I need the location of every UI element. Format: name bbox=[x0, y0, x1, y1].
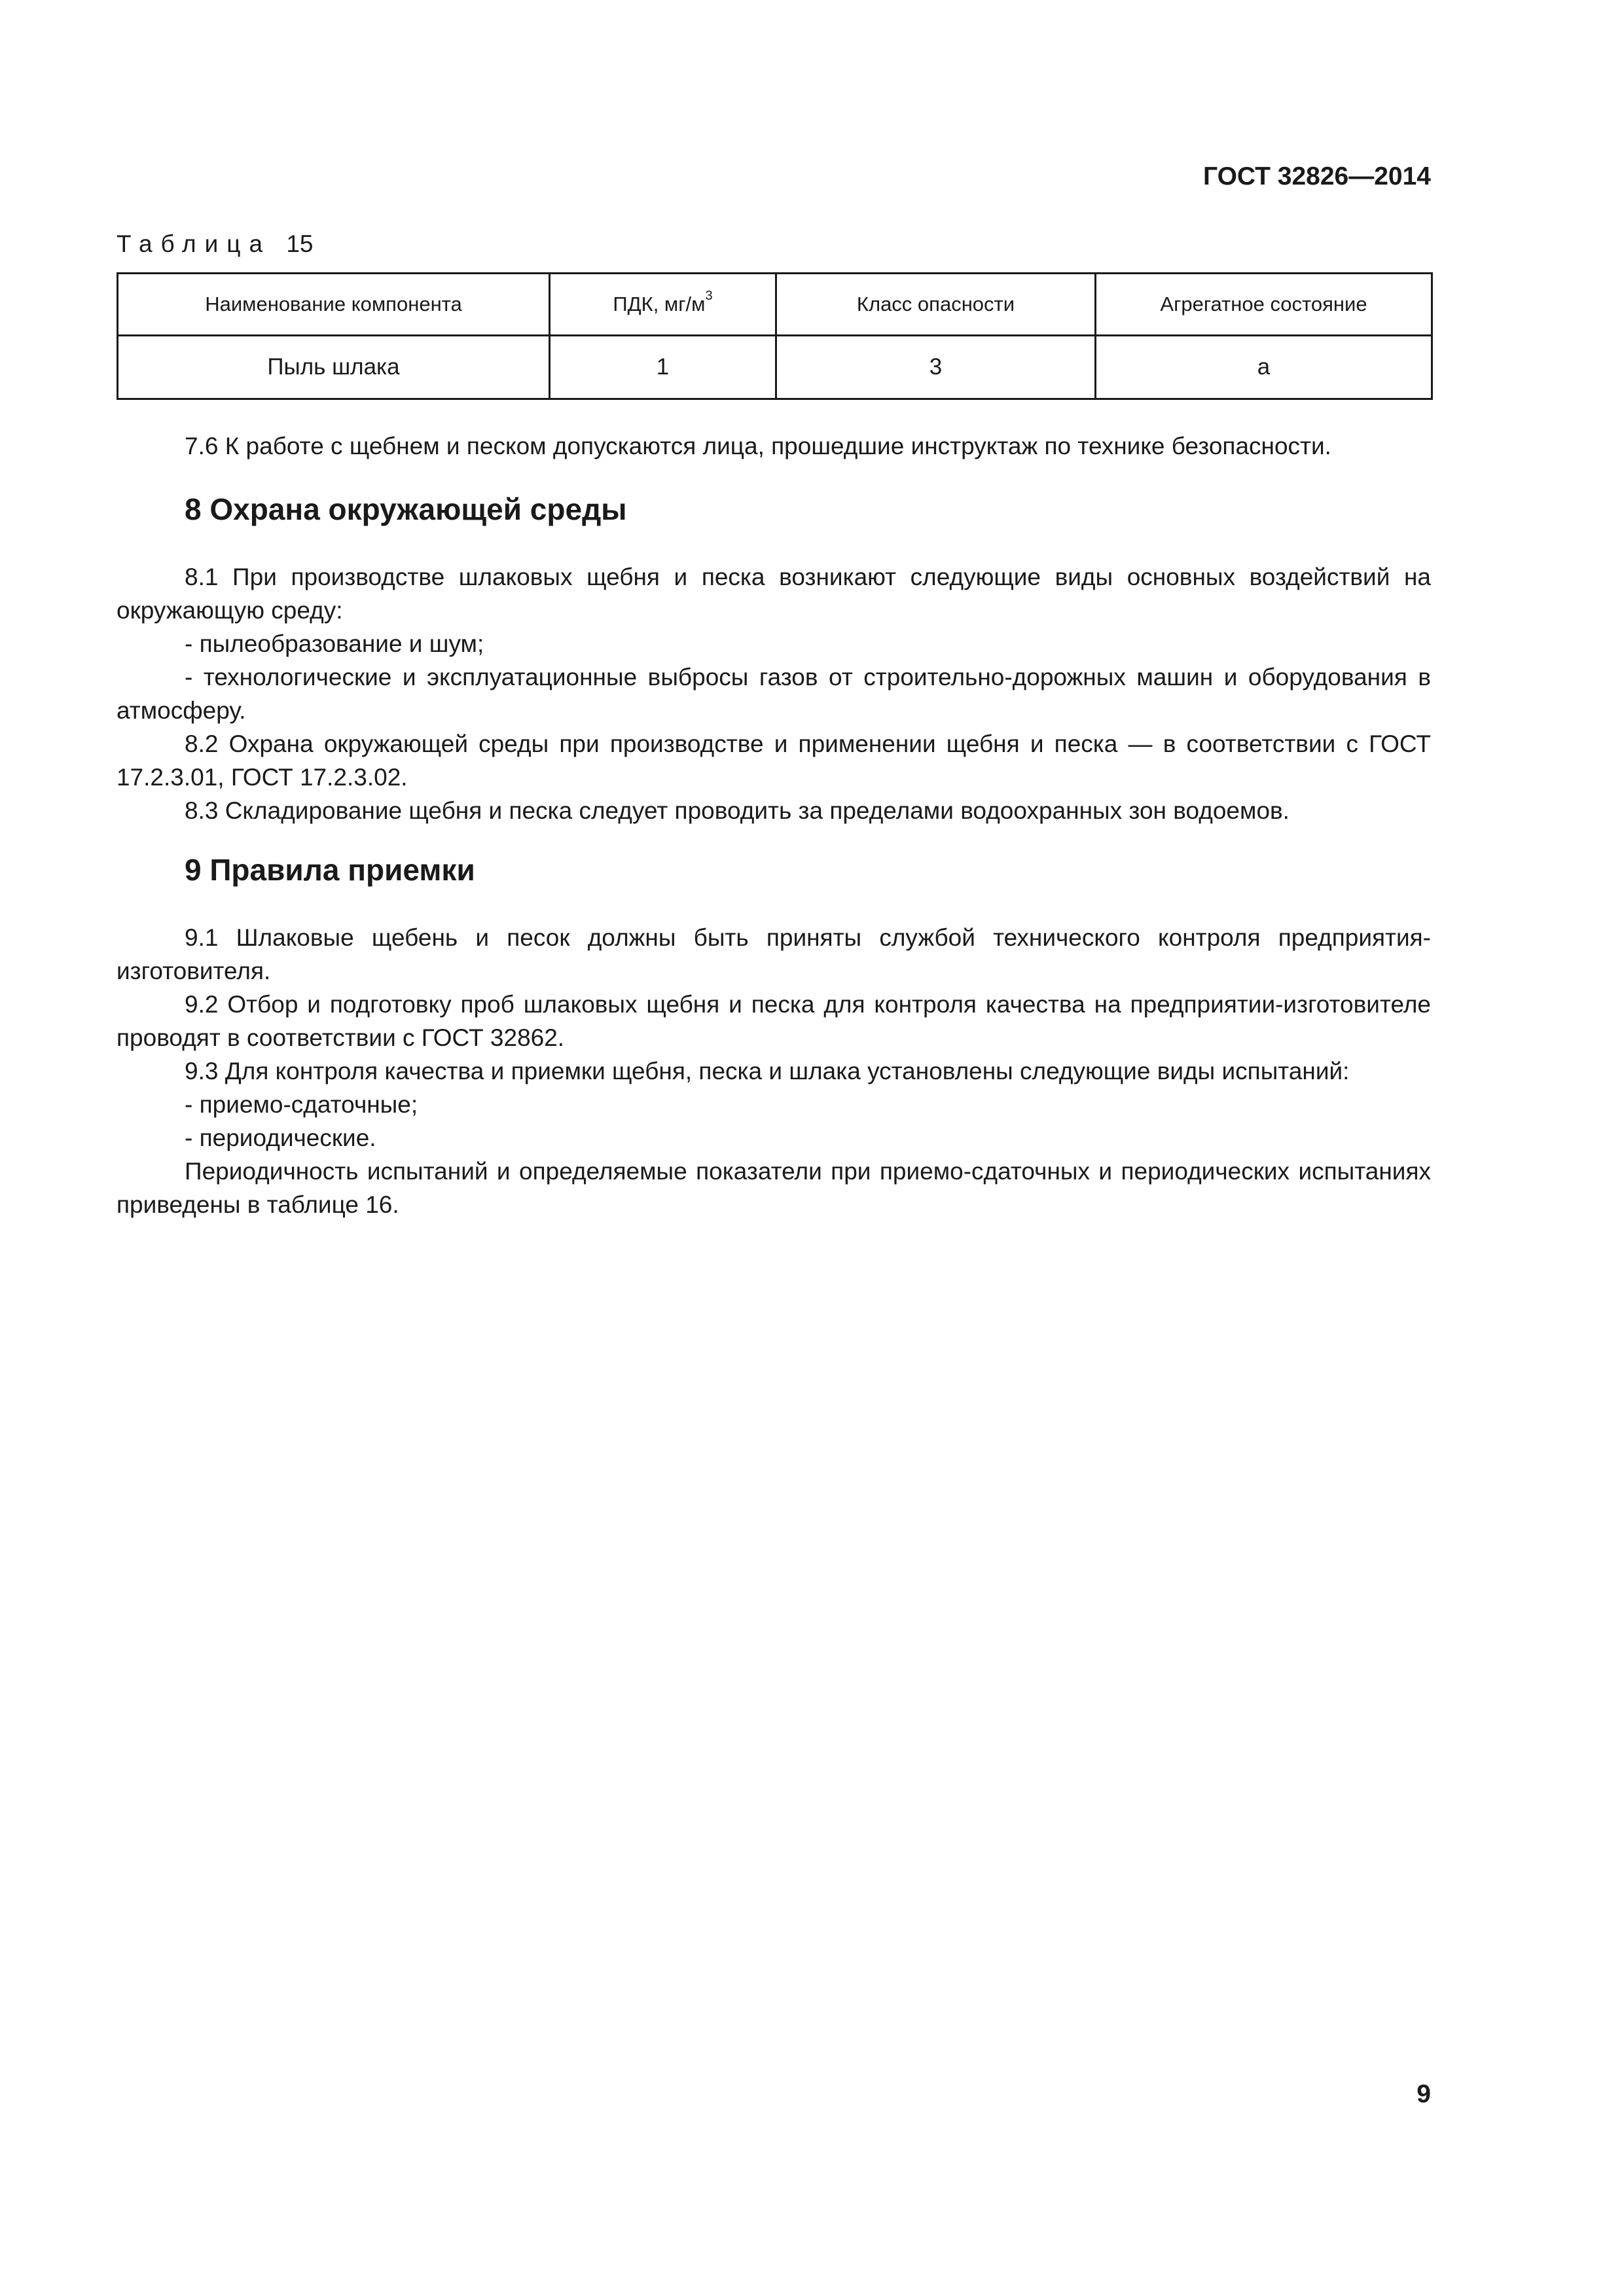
column-header-aggregate-state: Агрегатное состояние bbox=[1096, 274, 1432, 336]
column-header-pdk-superscript: 3 bbox=[705, 289, 713, 303]
column-header-component: Наименование компонента bbox=[118, 274, 550, 336]
table-header-row bbox=[118, 274, 1432, 336]
paragraph-7-6: 7.6 К работе с щебнем и песком допускаются лица, прошедшие инструктаж по технике безопасности. bbox=[185, 433, 1331, 459]
list-item-8-1-a: - пылеобразование и шум; bbox=[185, 630, 484, 657]
section-heading-9: 9 Правила приемки bbox=[185, 853, 475, 887]
hazard-table bbox=[117, 272, 1433, 400]
table-caption bbox=[117, 230, 314, 258]
paragraph-8-2: 8.2 Охрана окружающей среды при производстве и применении щебня и песка — в соответствии с ГОСТ 17.2.3.01, ГОСТ 17.2.3.02. bbox=[117, 730, 1431, 791]
section-heading-8: 8 Охрана окружающей среды bbox=[185, 492, 627, 526]
cell-hazard-class: 3 bbox=[776, 336, 1096, 399]
table-caption-label: Таблица bbox=[117, 230, 272, 257]
paragraph-9-2: 9.2 Отбор и подготовку проб шлаковых щебня и песка для контроля качества на предприятии-изготовителе проводят в соответствии с ГОСТ 32862. bbox=[117, 991, 1431, 1051]
document-body bbox=[117, 429, 1431, 1221]
cell-aggregate-state: а bbox=[1096, 336, 1432, 399]
list-item-9-3-a: - приемо-сдаточные; bbox=[185, 1091, 418, 1118]
list-item-9-3-b: - периодические. bbox=[185, 1124, 376, 1151]
table-caption-number: 15 bbox=[286, 230, 314, 257]
paragraph-9-1: 9.1 Шлаковые щебень и песок должны быть приняты службой технического контроля предприятия-изготовителя. bbox=[117, 924, 1431, 984]
paragraph-8-1: 8.1 При производстве шлаковых щебня и песка возникают следующие виды основных воздействий на окружающую среду: bbox=[117, 564, 1431, 624]
paragraph-9-periodicity: Периодичность испытаний и определяемые показатели при приемо-сдаточных и периодических испытаниях приведены в таблице 16. bbox=[117, 1158, 1431, 1218]
column-header-pdk bbox=[550, 274, 776, 336]
paragraph-8-3: 8.3 Складирование щебня и песка следует проводить за пределами водоохранных зон водоемов. bbox=[185, 797, 1290, 824]
paragraph-9-3: 9.3 Для контроля качества и приемки щебня, песка и шлака установлены следующие виды испытаний: bbox=[185, 1058, 1350, 1085]
page-number: 9 bbox=[1416, 2080, 1431, 2108]
table-row bbox=[118, 336, 1432, 399]
list-item-8-1-b: - технологические и эксплуатационные выбросы газов от строительно-дорожных машин и оборудования в атмосферу. bbox=[117, 664, 1431, 724]
document-code: ГОСТ 32826—2014 bbox=[1203, 162, 1431, 190]
column-header-pdk-text: ПДК, мг/м bbox=[613, 293, 706, 315]
cell-component: Пыль шлака bbox=[118, 336, 550, 399]
column-header-hazard-class: Класс опасности bbox=[776, 274, 1096, 336]
cell-pdk: 1 bbox=[550, 336, 776, 399]
